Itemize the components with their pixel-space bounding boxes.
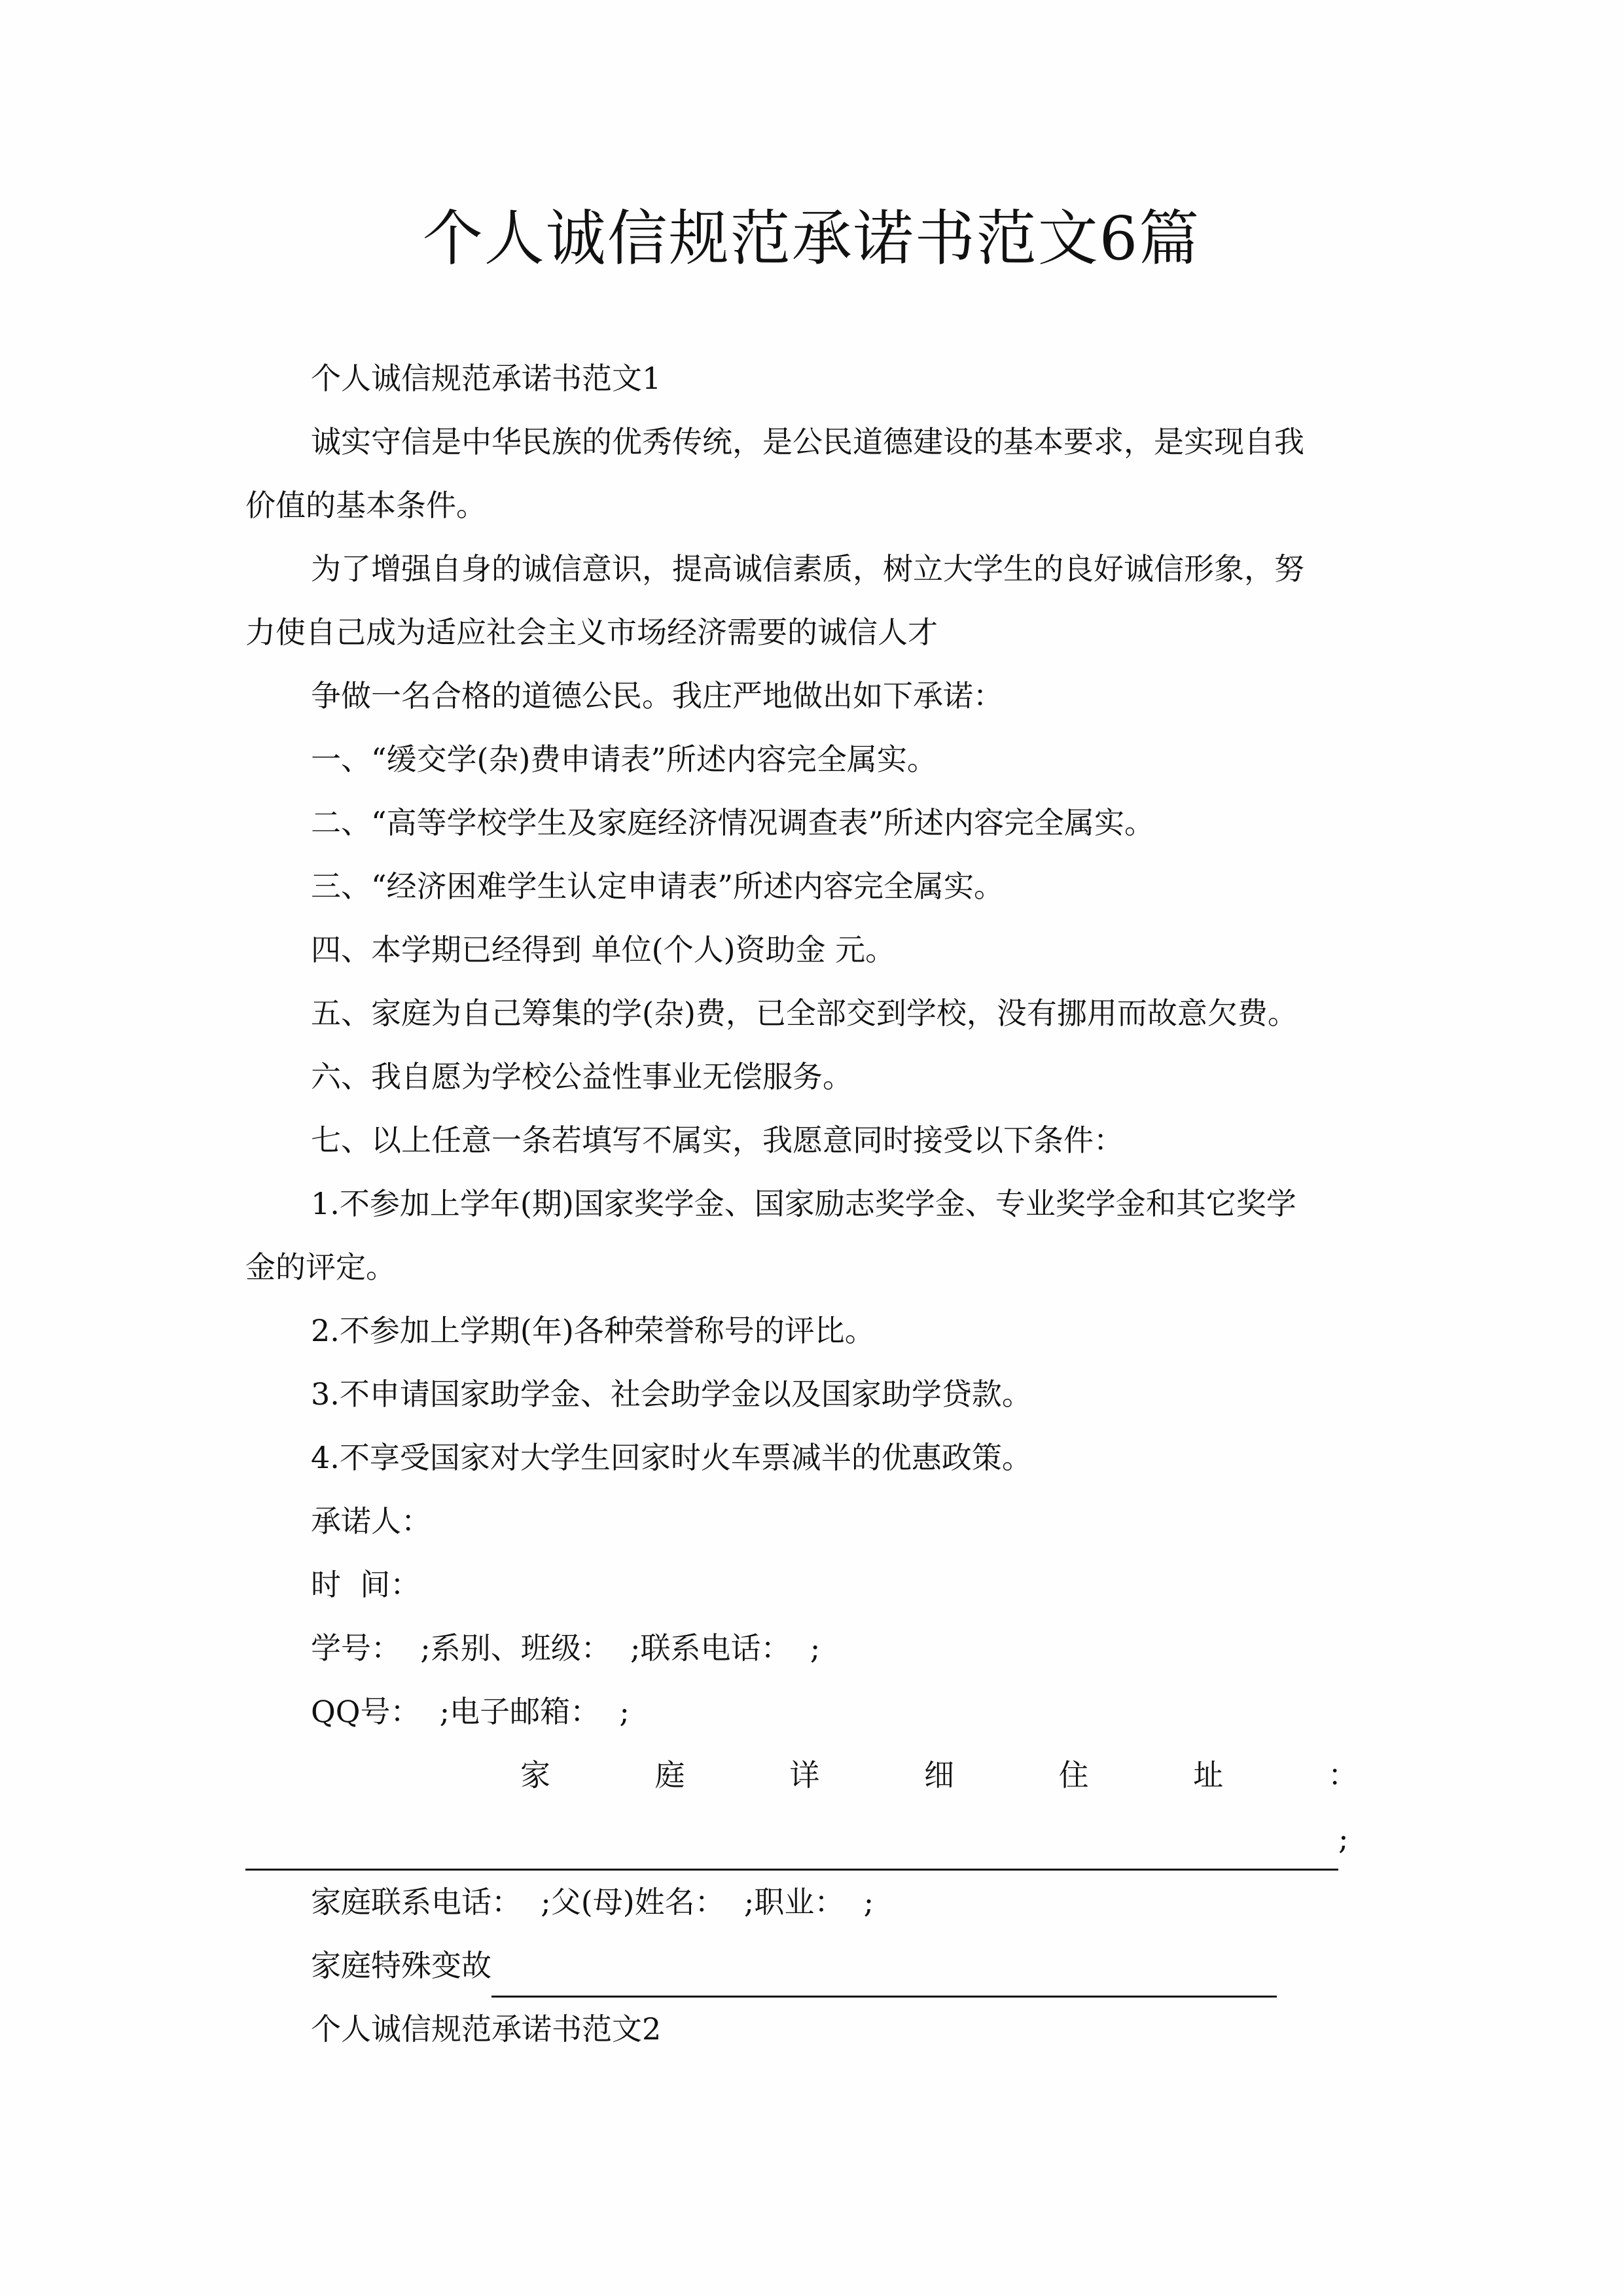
section-heading-2: 个人诚信规范承诺书范文2 xyxy=(311,2011,662,2047)
paragraph-intro-line2: 价值的基本条件。 xyxy=(245,488,486,523)
special-change-underline[interactable] xyxy=(491,1956,1277,1998)
condition-item-4: 4.不享受国家对大学生回家时火车票减半的优惠政策。 xyxy=(311,1440,1032,1475)
address-char: 址 xyxy=(1193,1757,1224,1793)
document-title: 个人诚信规范承诺书范文6篇 xyxy=(422,204,1201,274)
condition-item-3: 3.不申请国家助学金、社会助学金以及国家助学贷款。 xyxy=(311,1376,1032,1412)
address-char: 住 xyxy=(1058,1757,1089,1793)
contact-info-fields[interactable]: QQ号： ;电子邮箱： ; xyxy=(311,1694,630,1729)
address-end-punct: ; xyxy=(1338,1821,1349,1856)
condition-item-1-cont: 金的评定。 xyxy=(245,1249,396,1285)
condition-item-2: 2.不参加上学期(年)各种荣誉称号的评比。 xyxy=(311,1313,875,1348)
address-char: 庭 xyxy=(654,1757,685,1793)
commitment-item-3: 三、“经济困难学生认定申请表”所述内容完全属实。 xyxy=(311,869,1005,904)
document-body xyxy=(245,347,1391,2061)
address-char: 家 xyxy=(520,1757,550,1793)
address-char: 细 xyxy=(923,1757,954,1793)
commitment-item-5: 五、家庭为自己筹集的学(杂)费，已全部交到学校，没有挪用而故意欠费。 xyxy=(311,996,1298,1031)
address-underline[interactable] xyxy=(245,1829,1338,1871)
commitment-item-1: 一、“缓交学(杂)费申请表”所述内容完全属实。 xyxy=(311,742,937,777)
address-char: ： xyxy=(1327,1757,1358,1793)
family-info-fields[interactable]: 家庭联系电话： ;父(母)姓名： ;职业： ; xyxy=(311,1884,874,1920)
commitment-item-2: 二、“高等学校学生及家庭经济情况调查表”所述内容完全属实。 xyxy=(311,805,1155,840)
condition-item-1: 1.不参加上学年(期)国家奖学金、国家励志奖学金、专业奖学金和其它奖学 xyxy=(311,1186,1296,1221)
paragraph-pledge: 争做一名合格的道德公民。我庄严地做出如下承诺： xyxy=(311,678,1003,713)
commitment-item-6: 六、我自愿为学校公益性事业无偿服务。 xyxy=(311,1059,853,1094)
special-change-label: 家庭特殊变故 xyxy=(311,1948,491,1983)
paragraph-purpose-line2: 力使自己成为适应社会主义市场经济需要的诚信人才 xyxy=(245,615,938,650)
paragraph-intro-line1: 诚实守信是中华民族的优秀传统，是公民道德建设的基本要求，是实现自我 xyxy=(311,424,1304,459)
address-char: 详 xyxy=(789,1757,820,1793)
promisor-field[interactable]: 承诺人： xyxy=(311,1503,431,1539)
commitment-item-4: 四、本学期已经得到 单位(个人)资助金 元。 xyxy=(311,932,896,967)
home-address-label xyxy=(245,1744,1358,1807)
home-address-field[interactable] xyxy=(245,1807,1391,1871)
section-heading-1: 个人诚信规范承诺书范文1 xyxy=(311,361,662,396)
student-info-fields[interactable]: 学号： ;系别、班级： ;联系电话： ; xyxy=(311,1630,821,1666)
time-field[interactable]: 时 间： xyxy=(311,1567,421,1602)
paragraph-purpose-line1: 为了增强自身的诚信意识，提高诚信素质，树立大学生的良好诚信形象，努 xyxy=(311,551,1304,586)
special-change-row xyxy=(245,1934,1391,1998)
commitment-item-7: 七、以上任意一条若填写不属实，我愿意同时接受以下条件： xyxy=(311,1122,1124,1158)
